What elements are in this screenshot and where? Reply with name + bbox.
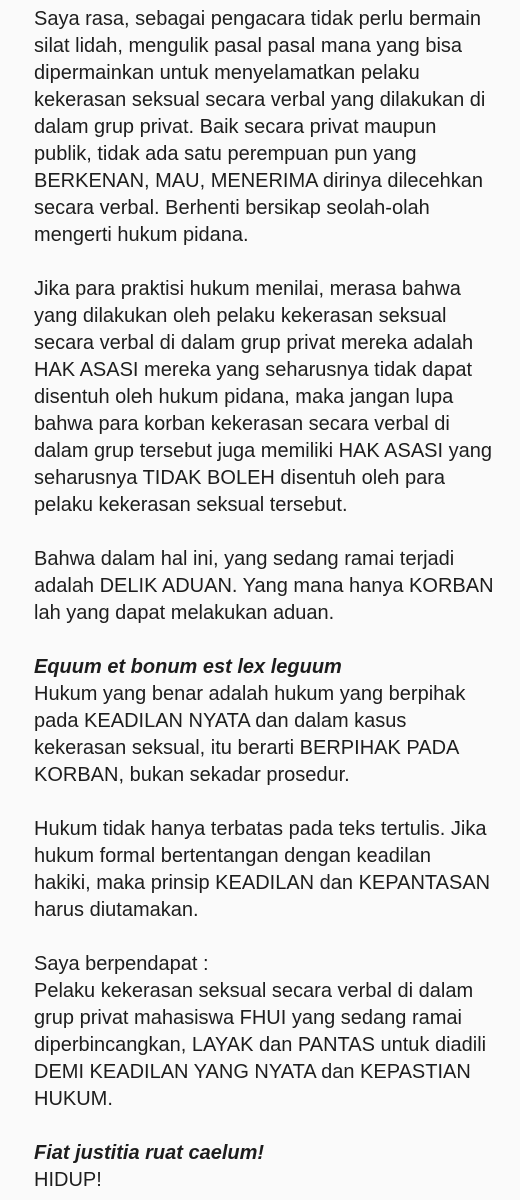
text-line: Hukum yang benar adalah hukum yang berpihak <box>34 683 466 705</box>
paragraph-3 <box>34 546 514 627</box>
text-line: pelaku kekerasan seksual tersebut. <box>34 494 348 516</box>
text-line: kekerasan seksual secara verbal yang dilakukan di <box>34 89 486 111</box>
closing-block <box>34 1140 514 1191</box>
text-line: dalam grup tersebut juga memiliki HAK ASASI yang <box>34 440 492 462</box>
text-line: dalam grup privat. Baik secara privat maupun <box>34 116 437 138</box>
text-line: secara verbal di dalam grup privat mereka adalah <box>34 332 474 354</box>
text-line: secara verbal. Berhenti bersikap seolah-olah <box>34 197 430 219</box>
text-line: pada KEADILAN NYATA dan dalam kasus <box>34 710 407 732</box>
text-line: HAK ASASI mereka yang seharusnya tidak dapat <box>34 359 473 381</box>
text-line: dipermainkan untuk menyelamatkan pelaku <box>34 62 420 84</box>
text-line: bahwa para korban kekerasan secara verbal di <box>34 413 450 435</box>
paragraph-2 <box>34 276 514 519</box>
text-line: adalah DELIK ADUAN. Yang mana hanya KORBAN <box>34 575 494 597</box>
document-text <box>34 6 514 1191</box>
paragraph-5 <box>34 816 514 924</box>
paragraph-4 <box>34 654 514 789</box>
text-line: KORBAN, bukan sekadar prosedur. <box>34 764 350 786</box>
text-line: Jika para praktisi hukum menilai, merasa bahwa <box>34 278 461 300</box>
text-line: kekerasan seksual, itu berarti BERPIHAK PADA <box>34 737 460 759</box>
text-line: lah yang dapat melakukan aduan. <box>34 602 335 624</box>
text-line: Hukum tidak hanya terbatas pada teks tertulis. Jika <box>34 818 487 840</box>
text-line: yang dilakukan oleh pelaku kekerasan seksual <box>34 305 447 327</box>
text-line: seharusnya TIDAK BOLEH disentuh oleh para <box>34 467 445 489</box>
text-line: Pelaku kekerasan seksual secara verbal di dalam <box>34 980 474 1002</box>
text-line: disentuh oleh hukum pidana, maka jangan lupa <box>34 386 454 408</box>
maxim-heading: Equum et bonum est lex leguum <box>34 656 342 678</box>
text-line: hakiki, maka prinsip KEADILAN dan KEPANTASAN <box>34 872 491 894</box>
text-line: hukum formal bertentangan dengan keadilan <box>34 845 431 867</box>
text-line: HUKUM. <box>34 1088 113 1110</box>
text-line: harus diutamakan. <box>34 899 199 921</box>
closing-line: Fiat justitia ruat caelum! <box>34 1142 265 1164</box>
text-line: Saya rasa, sebagai pengacara tidak perlu bermain <box>34 8 481 30</box>
text-line: mengerti hukum pidana. <box>34 224 249 246</box>
cut-off-line: HIDUP! <box>34 1169 102 1191</box>
text-line: grup privat mahasiswa FHUI yang sedang ramai <box>34 1007 462 1029</box>
text-line: publik, tidak ada satu perempuan pun yang <box>34 143 417 165</box>
text-line: Bahwa dalam hal ini, yang sedang ramai terjadi <box>34 548 455 570</box>
paragraph-1 <box>34 6 514 249</box>
text-line: silat lidah, mengulik pasal pasal mana yang bisa <box>34 35 463 57</box>
text-line: DEMI KEADILAN YANG NYATA dan KEPASTIAN <box>34 1061 471 1083</box>
paragraph-6 <box>34 951 514 1113</box>
text-line: Saya berpendapat : <box>34 953 209 975</box>
text-line: BERKENAN, MAU, MENERIMA dirinya dilecehkan <box>34 170 484 192</box>
text-line: diperbincangkan, LAYAK dan PANTAS untuk diadili <box>34 1034 487 1056</box>
